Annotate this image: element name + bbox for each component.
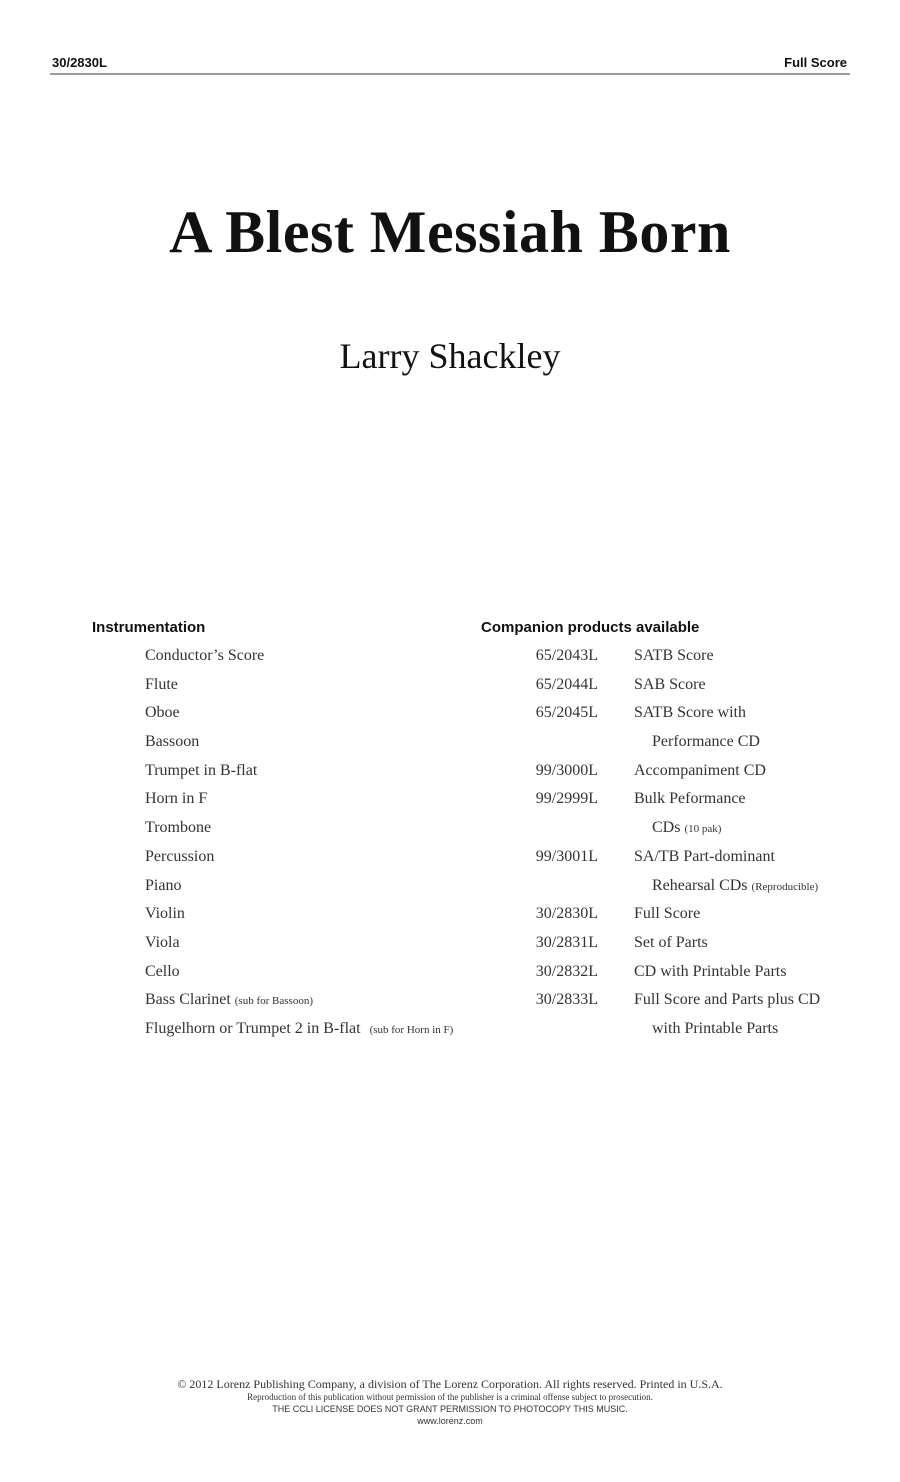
instrument-name: Piano	[145, 876, 182, 894]
product-desc: CD with Printable Parts	[634, 962, 787, 980]
instrument-name: Viola	[145, 933, 180, 951]
list-item	[145, 872, 453, 901]
instrument-name: Cello	[145, 962, 180, 980]
instrument-name: Oboe	[145, 704, 180, 722]
copyright-notice: © 2012 Lorenz Publishing Company, a division of The Lorenz Corporation. All rights reserved. Printed in U.S.A.	[177, 1377, 723, 1391]
product-desc-group	[652, 872, 818, 902]
product-note: (Reproducible)	[751, 880, 819, 893]
product-desc-group	[652, 814, 721, 844]
instrument-name: Percussion	[145, 847, 215, 865]
list-item	[520, 642, 860, 671]
page-title: A Blest Messiah Born	[169, 199, 731, 265]
product-desc: Set of Parts	[634, 933, 708, 951]
list-item	[145, 728, 453, 757]
product-desc: Bulk Peformance	[634, 790, 746, 808]
list-item	[520, 1015, 860, 1044]
instrument-name: Bass Clarinet	[145, 991, 231, 1009]
product-code: 30/2831L	[535, 933, 598, 951]
list-item	[520, 986, 860, 1015]
product-desc: Performance CD	[652, 733, 760, 751]
list-item	[145, 929, 453, 958]
edition-label: Full Score	[784, 55, 847, 70]
list-item	[520, 699, 860, 728]
product-code: 30/2832L	[535, 962, 598, 980]
list-item	[145, 958, 453, 987]
product-code: 30/2830L	[535, 905, 598, 923]
list-item	[145, 785, 453, 814]
product-desc: SA/TB Part-dominant	[634, 847, 775, 865]
instrumentation-list	[145, 642, 453, 1044]
product-desc: SATB Score with	[634, 704, 746, 722]
list-item	[145, 900, 453, 929]
list-item	[520, 728, 860, 757]
list-item	[520, 900, 860, 929]
instrument-name: Bassoon	[145, 733, 200, 751]
list-item	[145, 699, 453, 728]
product-desc: Full Score and Parts plus CD	[634, 991, 821, 1009]
product-code: 65/2043L	[535, 647, 598, 664]
catalog-number: 30/2830L	[52, 55, 107, 70]
reproduction-warning: Reproduction of this publication without permission of the publisher is a criminal offense subject to prosecution.	[247, 1392, 653, 1402]
list-item	[520, 872, 860, 901]
composer-name: Larry Shackley	[339, 336, 561, 376]
product-desc: Accompaniment CD	[634, 761, 766, 779]
list-item	[145, 1015, 453, 1044]
list-item	[520, 929, 860, 958]
instrument-name: Conductor’s Score	[145, 647, 265, 664]
product-code: 65/2044L	[535, 675, 598, 693]
instrument-name: Violin	[145, 905, 185, 923]
companion-list	[520, 642, 860, 1044]
list-item	[145, 986, 453, 1015]
instrument-name: Trombone	[145, 819, 212, 837]
product-code: 99/3001L	[535, 847, 598, 865]
instrument-name: Flute	[145, 675, 178, 693]
product-note: (10 pak)	[684, 823, 722, 836]
instrumentation-heading: Instrumentation	[92, 619, 206, 636]
product-code: 30/2833L	[535, 991, 598, 1009]
product-code: 99/3000L	[535, 761, 598, 779]
website-url: www.lorenz.com	[417, 1416, 483, 1426]
product-desc: Full Score	[634, 905, 701, 923]
product-desc: SATB Score	[634, 647, 714, 664]
list-item	[145, 757, 453, 786]
list-item	[520, 785, 860, 814]
list-item	[145, 814, 453, 843]
instrument-name: Trumpet in B-flat	[145, 761, 258, 779]
instrument-note: (sub for Bassoon)	[234, 995, 313, 1008]
ccli-notice: THE CCLI LICENSE DOES NOT GRANT PERMISSION TO PHOTOCOPY THIS MUSIC.	[272, 1404, 628, 1414]
companion-heading: Companion products available	[481, 619, 700, 636]
list-item	[145, 843, 453, 872]
list-item	[520, 757, 860, 786]
header-rule	[50, 73, 850, 75]
list-item	[520, 958, 860, 987]
list-item	[520, 671, 860, 700]
list-item	[520, 814, 860, 843]
product-desc: CDs	[652, 819, 681, 837]
list-item	[520, 843, 860, 872]
product-desc: SAB Score	[634, 675, 706, 693]
instrument-note: (sub for Horn in F)	[369, 1023, 454, 1036]
product-code: 65/2045L	[535, 704, 598, 722]
instrument-name: Horn in F	[145, 790, 208, 808]
product-desc: with Printable Parts	[652, 1019, 779, 1037]
instrument-name: Flugelhorn or Trumpet 2 in B-flat	[145, 1019, 361, 1037]
list-item	[145, 671, 453, 700]
product-code: 99/2999L	[535, 790, 598, 808]
list-item	[145, 642, 453, 671]
product-desc: Rehearsal CDs	[652, 876, 748, 894]
